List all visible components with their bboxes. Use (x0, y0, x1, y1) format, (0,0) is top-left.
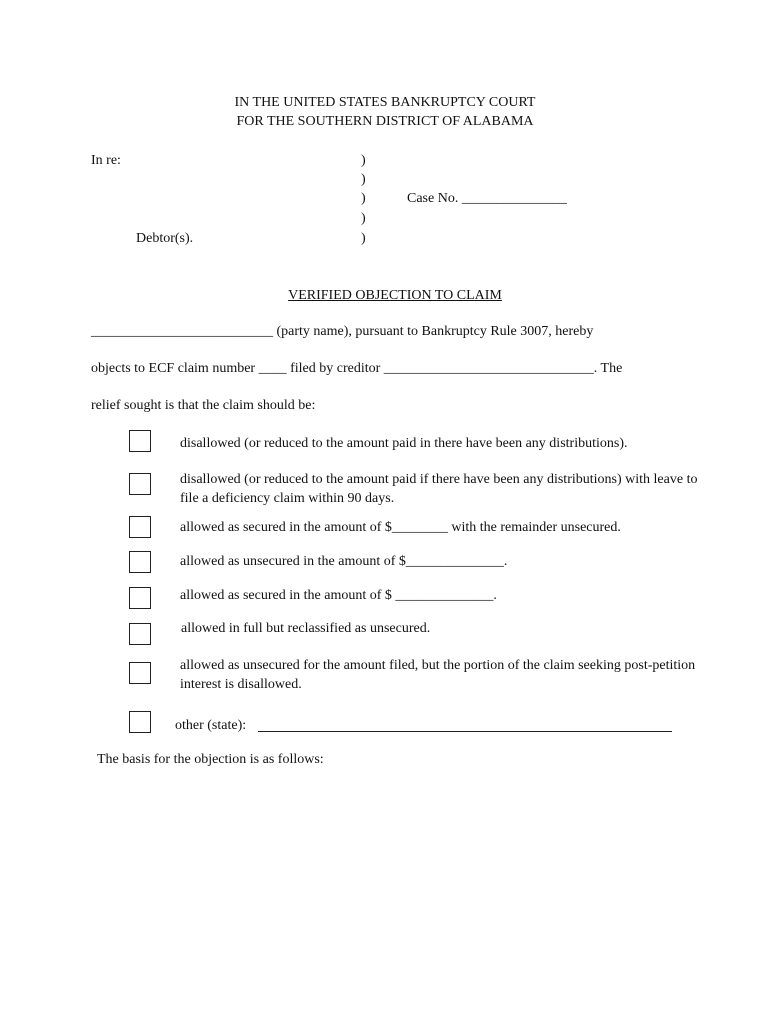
body-line-2: objects to ECF claim number ____ filed by creditor ______________________________. The (91, 361, 623, 376)
option-text: disallowed (or reduced to the amount paid in there have been any distributions). (180, 436, 628, 451)
option-text: disallowed (or reduced to the amount paid if there have been any distributions) with leave to (180, 472, 698, 487)
debtor-label: Debtor(s). (136, 231, 194, 246)
caption-paren: ) (361, 211, 366, 226)
court-name-line1: IN THE UNITED STATES BANKRUPTCY COURT (234, 95, 536, 110)
option-checkbox[interactable] (129, 551, 151, 573)
option-text-continued: interest is disallowed. (180, 677, 302, 692)
option-text-continued: file a deficiency claim within 90 days. (180, 491, 395, 506)
caption-paren: ) (361, 231, 366, 246)
option-text: allowed as unsecured for the amount filed, but the portion of the claim seeking post-petition (180, 658, 696, 673)
option-text: allowed as unsecured in the amount of $______________. (180, 554, 508, 569)
caption-paren: ) (361, 153, 366, 168)
option-checkbox[interactable] (129, 430, 151, 452)
in-re-label: In re: (91, 153, 121, 168)
option-checkbox[interactable] (129, 662, 151, 684)
option-text: allowed as secured in the amount of $________ with the remainder unsecured. (180, 520, 621, 535)
caption-paren: ) (361, 172, 366, 187)
document-title: VERIFIED OBJECTION TO CLAIM (288, 288, 502, 303)
other-state-line (258, 731, 672, 732)
option-checkbox[interactable] (129, 623, 151, 645)
body-line-3: relief sought is that the claim should be: (91, 398, 316, 413)
body-line-1: __________________________ (party name), pursuant to Bankruptcy Rule 3007, hereby (91, 324, 594, 339)
court-name-line2: FOR THE SOUTHERN DISTRICT OF ALABAMA (236, 114, 534, 129)
option-checkbox[interactable] (129, 473, 151, 495)
option-checkbox[interactable] (129, 711, 151, 733)
option-checkbox[interactable] (129, 516, 151, 538)
caption-paren: ) (361, 191, 366, 206)
case-number: Case No. _______________ (407, 191, 567, 206)
option-text: other (state): (175, 718, 247, 733)
basis-label: The basis for the objection is as follows: (97, 752, 324, 767)
option-text: allowed in full but reclassified as unsecured. (181, 621, 431, 636)
option-checkbox[interactable] (129, 587, 151, 609)
option-text: allowed as secured in the amount of $ ______________. (180, 588, 497, 603)
